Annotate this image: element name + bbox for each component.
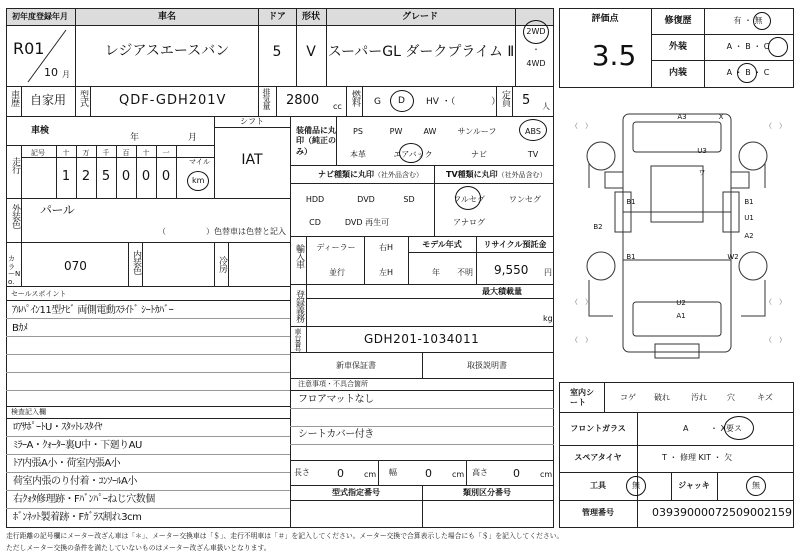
equip-airbag: エアバック — [393, 150, 433, 159]
digit-label-1: 万 — [82, 149, 90, 157]
navi-cd: CD — [309, 218, 321, 227]
height-value: 0 — [513, 467, 520, 480]
cold-label: 冷房 — [217, 256, 227, 272]
model-year-value: 不明 — [457, 268, 473, 277]
equip-label: 装備品に丸印（純正のみ） — [296, 126, 336, 156]
digit-5: 0 — [161, 169, 171, 184]
mileage-code-label: 記号 — [31, 149, 45, 157]
interior-color-label: 内装色 — [131, 250, 141, 274]
inspector-line-5: 右ｸｫﾀ修理跡・Fﾊﾞﾝﾊﾟｰねじ穴数個 — [13, 494, 155, 505]
capacity-unit: 人 — [542, 102, 550, 111]
color-label: 外装色 — [10, 204, 20, 228]
mark-x: X — [718, 113, 724, 121]
navi-dvd: DVD — [357, 195, 375, 204]
color-no-value: 070 — [64, 259, 87, 273]
notes-label: 注意事項・不具合箇所 — [298, 380, 368, 388]
tv-analog: アナログ — [453, 218, 485, 227]
digit-label-4: 十 — [142, 149, 150, 157]
exterior-label: 外装 — [668, 42, 688, 52]
mileage-label: 走行 — [10, 157, 20, 173]
digit-3: 0 — [121, 169, 131, 184]
mark-b2: B2 — [593, 223, 603, 231]
tv-oneseg: ワンセグ — [509, 195, 541, 204]
chassis-label: 車台番号 — [294, 328, 302, 352]
interior-b-circle — [737, 63, 757, 83]
shape-value: V — [306, 44, 316, 60]
navi-sd: SD — [403, 195, 415, 204]
mark-b1-b: B1 — [744, 198, 754, 206]
equip-ps: PS — [353, 127, 363, 136]
digit-2: 5 — [101, 169, 111, 184]
mgmt-value: 03939000072509002159 — [652, 506, 792, 519]
import-dealer: ディーラー — [316, 243, 356, 252]
max-load-unit: kg — [543, 314, 553, 323]
seat-item-1: 破れ — [654, 393, 670, 402]
navi-dvd-play: DVD 再生可 — [344, 218, 390, 227]
equip-pw: PW — [389, 127, 403, 136]
windshield-label: フロントガラス — [570, 424, 626, 433]
sales-line-2: Bｶﾒ — [12, 323, 28, 334]
inspector-line-1: ﾛｱｻﾎﾟｰﾄU・ｽﾀｯﾄﾚｽﾀｲﾔ — [13, 422, 102, 433]
digit-4: 0 — [141, 169, 151, 184]
score-label: 評価点 — [591, 14, 619, 24]
seat-item-2: 汚れ — [691, 393, 707, 402]
grade-value: スーパーGL ダークプライム Ⅱ — [327, 44, 515, 60]
door-label: ドア — [268, 12, 286, 22]
tools-value: 無 — [632, 481, 640, 490]
sales-label: セールスポイント — [11, 290, 67, 298]
mark-u1: U1 — [744, 214, 754, 222]
tv-label: TV種類に丸印（社外品含む） — [446, 170, 547, 179]
category-label: 車歴 — [9, 90, 19, 106]
drive-2wd: 2WD — [526, 27, 546, 36]
seat-item-0: コゲ — [620, 393, 636, 402]
shift-label: シフト — [240, 117, 264, 126]
inspector-label: 検査記入欄 — [11, 408, 46, 416]
import-label: 輸入車 — [294, 244, 304, 268]
car-name-label: 車名 — [157, 12, 177, 22]
length-value: 0 — [337, 467, 344, 480]
interior-value: A ・ B ・ C — [726, 68, 770, 77]
inspector-line-4: 荷室内張のり付着・ｺﾝｿｰﾙA小 — [13, 476, 137, 487]
exterior-c-circle — [768, 37, 788, 57]
length-label: 長さ — [294, 468, 310, 477]
equip-tv: TV — [527, 150, 539, 159]
model-year-label: モデル年式 — [422, 240, 462, 249]
recycle-value: 9,550 — [494, 263, 529, 277]
color-no-label: カラーNo. — [8, 255, 21, 287]
height-label: 高さ — [472, 468, 488, 477]
digit-0: 1 — [61, 169, 71, 184]
inspection-label: 車検 — [30, 126, 50, 136]
svg-text:（ ）: （ ） — [765, 122, 786, 130]
first-reg-month-unit: 月 — [62, 70, 70, 79]
tv-fullseg: フルセグ — [453, 195, 485, 204]
digit-label-0: 十 — [62, 149, 70, 157]
seat-label: 室内シート — [570, 388, 594, 408]
seat-item-3: 穴 — [727, 393, 735, 402]
mark-w2: W2 — [727, 253, 739, 261]
equip-leather: 本革 — [350, 150, 366, 159]
tools-label: 工具 — [590, 481, 606, 490]
score-value: 3.5 — [591, 39, 637, 72]
mark-a1: A1 — [676, 312, 686, 320]
inspection-year: 年 — [130, 133, 140, 143]
fuel-d: D — [398, 96, 405, 106]
inspection-month: 月 — [188, 133, 198, 143]
svg-text:（ ）: （ ） — [765, 336, 786, 344]
new-car-doc: 新車保証書 — [336, 361, 376, 370]
width-unit: cm — [452, 470, 465, 479]
drive-sep: ・ — [532, 45, 540, 54]
exterior-value: A ・ B ・ C — [726, 42, 770, 51]
mark-wa: ワ — [698, 169, 706, 177]
first-reg-label: 初年度登録年月 — [12, 12, 68, 21]
color-note: （ ）色替車は色替と記入 — [158, 227, 286, 236]
model-year-year: 年 — [432, 268, 440, 277]
import-left-h: 左H — [378, 268, 394, 277]
car-name-value: レジアスエースバン — [104, 43, 230, 59]
fuel-hv: HV ・（ ） — [426, 97, 501, 107]
fuel-label: 燃料 — [350, 90, 360, 106]
recycle-label: リサイクル預託金 — [483, 240, 547, 249]
width-label: 幅 — [389, 468, 397, 477]
max-load-label: 最大積載量 — [482, 287, 522, 296]
equip-abs: ABS — [525, 127, 541, 136]
equip-navi: ナビ — [471, 150, 487, 159]
mark-b1-c: B1 — [626, 253, 636, 261]
width-value: 0 — [425, 467, 432, 480]
door-value: 5 — [272, 44, 282, 60]
mark-u2: U2 — [676, 299, 686, 307]
repair-none-circle — [753, 12, 771, 30]
owner-manual: 取扱説明書 — [467, 361, 507, 370]
navi-hdd: HDD — [305, 195, 325, 204]
displacement-unit: cc — [333, 102, 342, 111]
class-label: 類別区分番号 — [463, 488, 511, 497]
jack-label: ジャッキ — [678, 481, 710, 490]
fuel-g: G — [374, 97, 381, 107]
drive-4wd: 4WD — [526, 59, 546, 68]
interior-label: 内装 — [668, 68, 688, 78]
chassis-value: GDH201-1034011 — [364, 332, 480, 346]
type-cert-label: 型式指定番号 — [332, 488, 380, 497]
spare-value: T ・ 修理 KIT ・ 欠 — [662, 453, 733, 462]
equip-sunroof: サンルーフ — [457, 127, 497, 136]
windshield-value: ・ X要ス — [710, 424, 743, 433]
mark-u3: U3 — [697, 147, 707, 155]
inspector-line-3: ﾄｱ内張A小・荷室内張A小 — [13, 458, 121, 469]
svg-text:（ ）: （ ） — [765, 298, 786, 306]
inspector-line-6: ﾎﾞﾝﾈｯﾄ製着跡・Fｶﾞﾗｽ割れ3cm — [13, 512, 142, 523]
windshield-a: A — [683, 424, 689, 433]
windshield-circle — [724, 416, 754, 440]
sales-line-1: ｱﾙﾊﾟｲﾝ11型ﾅﾋﾞ 両側電動ｽﾗｲﾄﾞ ｼｰﾄｶﾊﾞｰ — [12, 305, 174, 316]
inspector-line-2: ﾐﾗｰA・ｸｫｰﾀｰ裏U中・下廻りAU — [13, 440, 142, 451]
mark-a3: A3 — [677, 113, 687, 121]
first-reg-value: R01 — [13, 39, 45, 58]
repair-label: 修復歴 — [664, 16, 692, 26]
digit-label-2: 千 — [102, 149, 110, 157]
length-unit: cm — [364, 470, 377, 479]
digit-label-3: 百 — [122, 149, 130, 157]
recycle-unit: 円 — [544, 268, 552, 277]
svg-text:（ ）: （ ） — [571, 122, 592, 130]
equip-aw: AW — [423, 127, 437, 136]
shape-label: 形状 — [301, 12, 321, 22]
footer-line-2: ただしメーター交換の条件を満たしていないものはメーター改ざん車扱いとなります。 — [6, 544, 271, 552]
car-diagram-svg — [559, 92, 794, 378]
notes-line-1: フロアマットなし — [298, 394, 374, 405]
footer-line-1: 走行距離の記号欄にメーター改ざん車は「＊」、メーター交換車は「＄」、走行不明車は「＃」を記入してください。メーター交換で合算表示した場合にも「＄」を記入してください。 — [6, 532, 564, 540]
import-right-h: 右H — [378, 243, 394, 252]
svg-text:（ ）: （ ） — [571, 336, 592, 344]
svg-text:（ ）: （ ） — [571, 298, 592, 306]
capacity-label: 定員 — [500, 90, 510, 106]
model-label: 型式 — [78, 90, 88, 106]
import-parallel: 並行 — [329, 268, 345, 277]
repair-value: 有 ・ 無 — [733, 16, 763, 25]
spare-label: スペアタイヤ — [574, 453, 622, 462]
color-value: パール — [40, 203, 75, 217]
digit-1: 2 — [81, 169, 91, 184]
capacity-value: 5 — [522, 93, 531, 108]
digit-label-5: 一 — [162, 149, 170, 157]
model-value: QDF-GDH201V — [119, 93, 227, 108]
mark-b1-a: B1 — [626, 198, 636, 206]
mgmt-label: 管理番号 — [582, 508, 614, 517]
category-value: 自家用 — [30, 93, 67, 107]
seat-item-4: キズ — [757, 393, 773, 402]
mile-label: マイル — [189, 158, 210, 166]
first-reg-month: 10 — [44, 66, 58, 79]
shift-value: IAT — [241, 152, 263, 168]
height-unit: cm — [540, 470, 553, 479]
grade-label: グレード — [401, 12, 439, 22]
displacement-value: 2800 — [286, 93, 320, 108]
navi-label: ナビ種類に丸印（社外品含む） — [318, 170, 423, 179]
jack-value: 無 — [752, 481, 760, 490]
mark-a2: A2 — [744, 232, 754, 240]
km-label: km — [192, 176, 205, 185]
registration-label: 登録義務 — [294, 290, 304, 322]
displacement-label: 排気量 — [262, 88, 271, 109]
notes-line-2: シートカバー付き — [298, 429, 374, 440]
